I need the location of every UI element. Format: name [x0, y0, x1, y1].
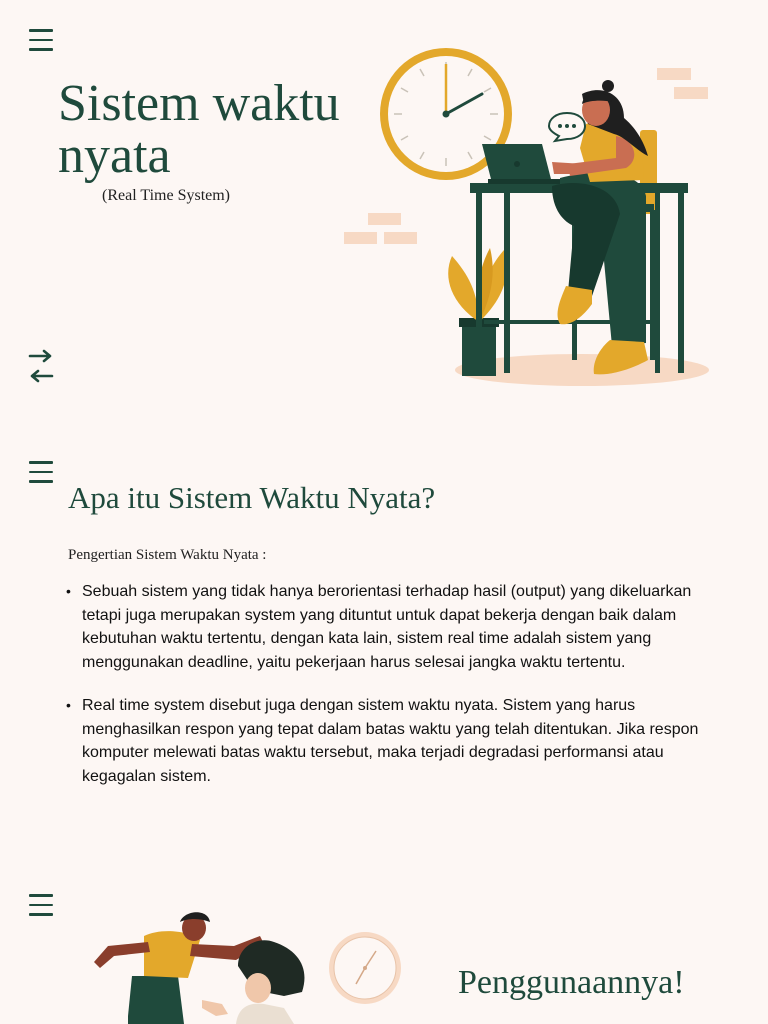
- list-item: • Real time system disebut juga dengan sistem waktu nyata. Sistem yang harus menghasilkan respon yang tepat dalam batas waktu yang telah ditentukan. Jika respon komputer melewati batas waktu tersebut, maka terjadi degradasi performansi atau kegagalan sistem.: [66, 694, 706, 788]
- section-heading: Apa itu Sistem Waktu Nyata?: [68, 480, 436, 515]
- list-item: • Sebuah sistem yang tidak hanya berorientasi terhadap hasil (output) yang dikeluarkan tetapi juga merupakan system yang dituntut untuk dapat bekerja dengan baik dalam kebutuhan waktu tertentu, dengan kata lain, sistem real time adalah sistem yang menggunakan deadline, yaitu pekerjaan harus selesai jangka waktu tertentu.: [66, 580, 706, 674]
- definition-list: [66, 580, 706, 808]
- menu-icon[interactable]: [29, 461, 53, 485]
- menu-icon[interactable]: [29, 29, 53, 53]
- decorative-bricks: [344, 213, 420, 247]
- clock-icon: [326, 929, 404, 1007]
- chat-bubble-icon: [547, 111, 587, 143]
- page-subtitle: (Real Time System): [102, 187, 231, 204]
- swap-icon[interactable]: [28, 348, 54, 384]
- page-title: Sistem waktu nyata: [58, 75, 340, 184]
- usage-heading: Penggunaannya!: [458, 964, 685, 1001]
- section-label: Pengertian Sistem Waktu Nyata :: [68, 547, 267, 563]
- people-illustration: [88, 906, 318, 1024]
- menu-icon[interactable]: [29, 894, 53, 918]
